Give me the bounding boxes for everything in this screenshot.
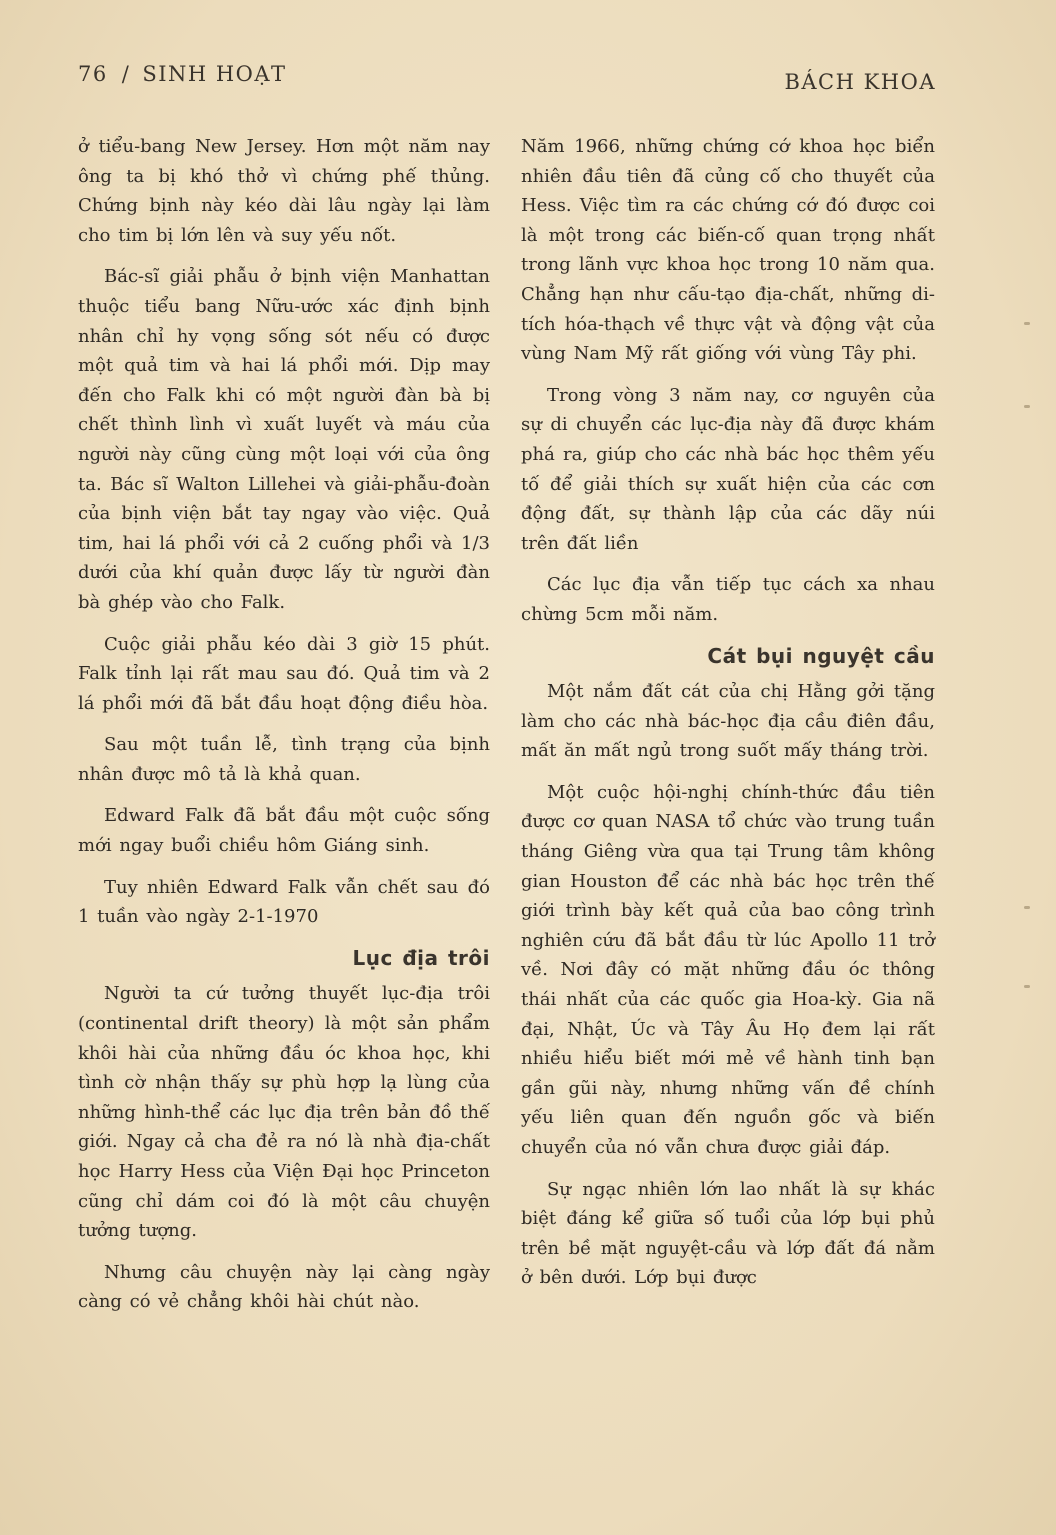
paragraph: Nhưng câu chuyện này lại càng ngày càng có vẻ chẳng khôi hài chút nào. [78,1261,490,1313]
paragraph: Trong vòng 3 năm nay, cơ nguyên của sự di chuyển các lục-địa này đã được khám phá ra, giúp cho các nhà bác học thêm yếu tố để giải thích sự xuất hiện của các cơn động đất, sự thành lập của các dãy núi trên đất liền [521,384,935,554]
paragraph: Một nắm đất cát của chị Hằng gởi tặng làm cho các nhà bác-học địa cầu điên đầu, mất ăn mất ngủ trong suốt mấy tháng trời. [521,681,935,762]
section-heading-continental-drift: Lục địa trôi [352,945,490,970]
paragraph: ở tiểu-bang New Jersey. Hơn một năm nay ông ta bị khó thở vì chứng phế thủng. Chứng bịnh này kéo dài lâu ngày lại làm cho tim bị lớn lên và suy yếu nốt. [78,136,490,246]
paragraph: Sự ngạc nhiên lớn lao nhất là sự khác biệt đáng kể giữa số tuổi của lớp bụi phủ trên bề mặt nguyệt-cầu và lớp đất đá nằm ở bên dưới. Lớp bụi được [521,1178,935,1289]
page-header [78,62,936,96]
paragraph: Một cuộc hội-nghị chính-thức đầu tiên được cơ quan NASA tổ chức vào trung tuần tháng Giêng vừa qua tại Trung tâm không gian Houston để các nhà bác học trên thế giới trình bày kết quả của bao công trình nghiên cứu đã bắt đầu từ lúc Apollo 11 trở về. Nơi đây có mặt những đầu óc thông thái nhất của các quốc gia Hoa-kỳ. Gia nã đại, Nhật, Úc và Tây Âu Họ đem lại rất nhiều hiểu biết mới mẻ về hành tinh bạn gần gũi này, nhưng những vấn đề chính yếu liên quan đến nguồn gốc và biến chuyển của nó vẫn chưa được giải đáp. [521,781,935,1158]
paragraph: Bác-sĩ giải phẫu ở bịnh viện Manhattan thuộc tiểu bang Nữu-ước xác định bịnh nhân chỉ hy vọng sống sót nếu có được một quả tim và hai lá phổi mới. Dịp may đến cho Falk khi có một người đàn bà bị chết thình lình vì xuất luyết và máu của người này cũng cùng một loại với của ông ta. Bác sĩ Walton Lillehei và giải-phẫu-đoàn của bịnh viện bắt tay ngay vào việc. Quả tim, hai lá phổi với cả 2 cuống phổi và 1/3 dưới của khí quản được lấy từ người đàn bà ghép vào cho Falk. [78,266,490,613]
header-left [78,62,287,86]
section-title: SINH HOẠT [142,62,287,86]
left-column [78,132,490,1329]
paragraph: Các lục địa vẫn tiếp tục cách xa nhau chừng 5cm mỗi năm. [521,574,935,625]
page-number: 76 [78,62,108,86]
section-heading-moon-dust: Cát bụi nguyệt cầu [707,643,935,668]
paper-mark [1024,405,1030,408]
paragraph: Cuộc giải phẫu kéo dài 3 giờ 15 phút. Falk tỉnh lại rất mau sau đó. Quả tim và 2 lá phổi mới đã bắt đầu hoạt động điều hòa. [78,633,490,714]
paragraph: Tuy nhiên Edward Falk vẫn chết sau đó 1 tuần vào ngày 2-1-1970 [78,876,490,928]
paragraph: Người ta cứ tưởng thuyết lục-địa trôi (continental drift theory) là một sản phẩm khôi hài của những đầu óc khoa học, khi tình cờ nhận thấy sự phù hợp lạ lùng của những hình-thể các lục địa trên bản đồ thế giới. Ngay cả cha đẻ ra nó là nhà địa-chất học Harry Hess của Viện Đại học Princeton cũng chỉ dám coi đó là một câu chuyện tưởng tượng. [78,983,490,1242]
right-column [521,132,935,1305]
paper-mark [1024,906,1030,909]
paragraph: Sau một tuần lễ, tình trạng của bịnh nhân được mô tả là khả quan. [78,734,490,785]
paper-mark [1024,985,1030,988]
paragraph: Edward Falk đã bắt đầu một cuộc sống mới ngay buổi chiều hôm Giáng sinh. [78,805,490,857]
paper-mark [1024,322,1030,325]
header-separator: / [121,62,131,86]
paragraph: Năm 1966, những chứng cớ khoa học biển nhiên đầu tiên đã củng cố cho thuyết của Hess. Việc tìm ra các chứng cớ đó được coi là một trong các biến-cố quan trọng nhất trong lãnh vực khoa học trong 10 năm qua. Chẳng hạn như cấu-tạo địa-chất, những di-tích hóa-thạch về thực vật và động vật của vùng Nam Mỹ rất giống với vùng Tây phi. [521,136,935,365]
magazine-title: BÁCH KHOA [784,70,936,94]
